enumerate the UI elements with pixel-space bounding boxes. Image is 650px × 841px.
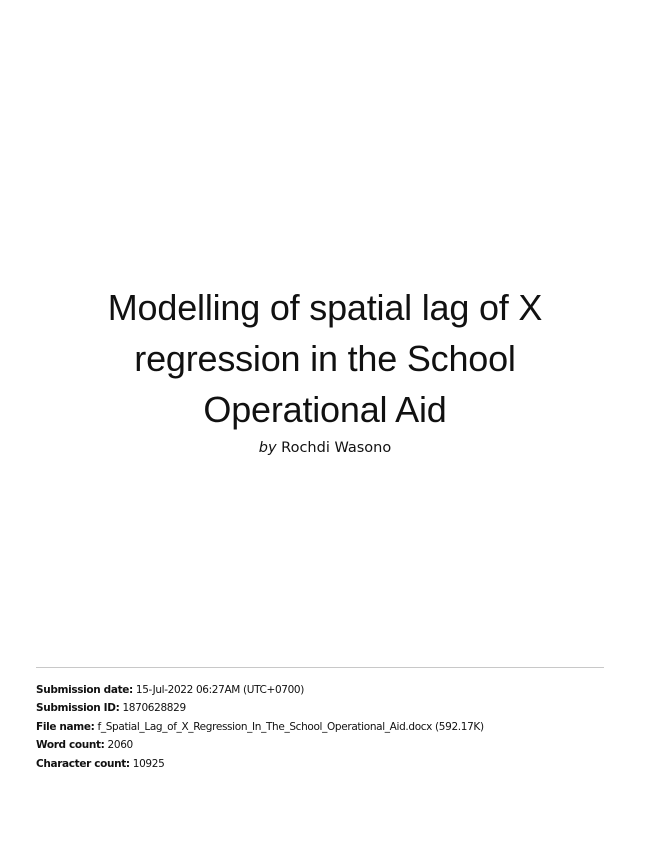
character-count-value: 10925 xyxy=(132,757,165,770)
submission-date-value: 15-Jul-2022 06:27AM (UTC+0700) xyxy=(135,684,305,696)
document-title: Modelling of spatial lag of X regression in the School Operational Aid xyxy=(107,287,543,430)
submission-id-value: 1870628829 xyxy=(122,702,186,715)
submission-id-label: Submission ID: xyxy=(36,702,120,715)
byline-prefix: by xyxy=(258,440,277,456)
file-name-row xyxy=(36,718,616,736)
divider xyxy=(36,667,604,668)
submission-date-label: Submission date: xyxy=(36,684,133,696)
character-count-label: Character count: xyxy=(36,757,130,770)
character-count-row xyxy=(36,755,616,773)
submission-id-row xyxy=(36,699,616,717)
byline xyxy=(40,438,610,458)
word-count-row xyxy=(36,736,616,754)
file-name-label: File name: xyxy=(36,720,95,733)
author-name: Rochdi Wasono xyxy=(281,440,392,456)
word-count-label: Word count: xyxy=(36,739,105,752)
word-count-value: 2060 xyxy=(107,739,133,752)
title-block xyxy=(40,282,610,458)
submission-info xyxy=(36,681,616,773)
submission-date-row xyxy=(36,681,616,699)
file-name-value: f_Spatial_Lag_of_X_Regression_In_The_School_Operational_Aid.docx (592.17K) xyxy=(97,720,484,733)
